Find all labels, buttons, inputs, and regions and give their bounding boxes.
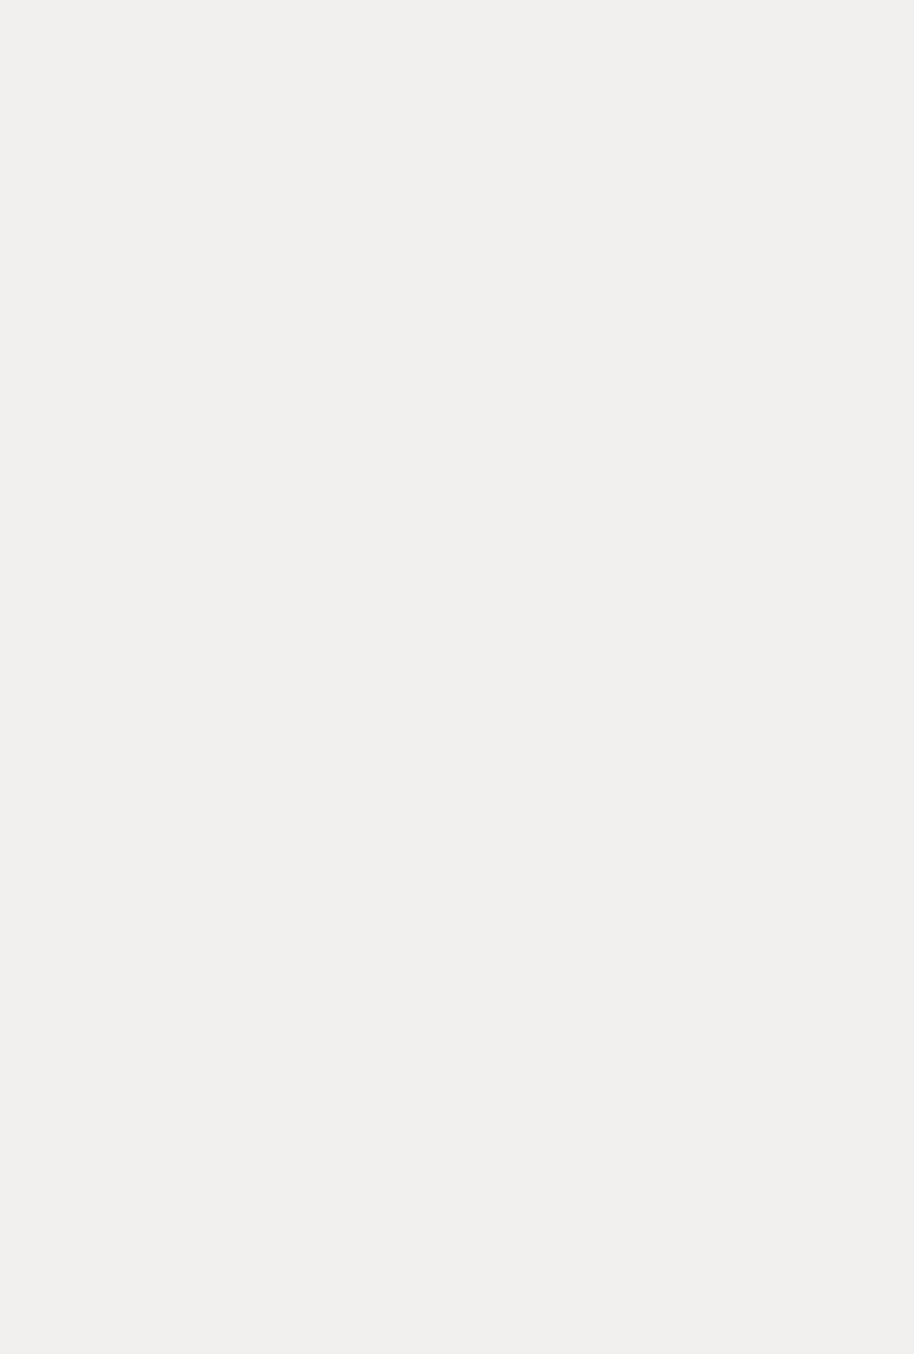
- page-header: [50, 88, 850, 118]
